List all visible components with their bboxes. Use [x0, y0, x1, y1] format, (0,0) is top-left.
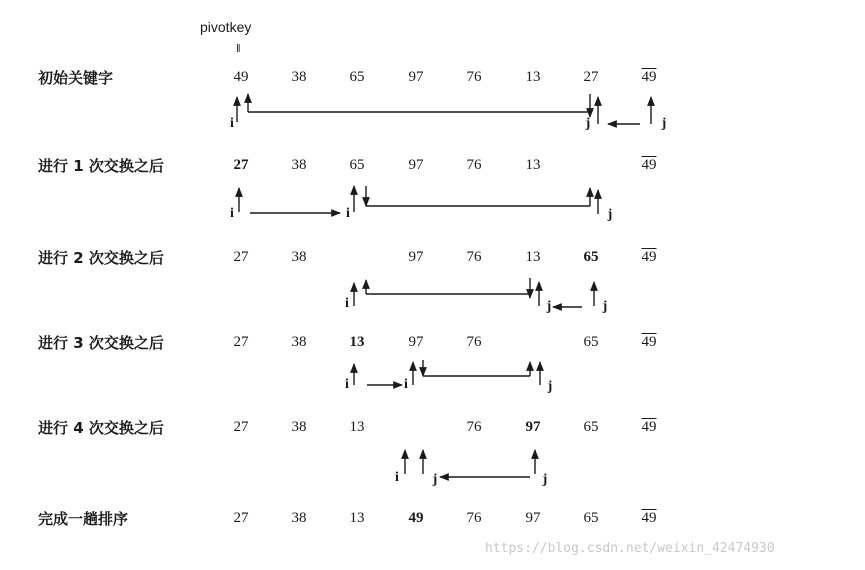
- key-value: 27: [583, 69, 599, 85]
- key-value: 97: [408, 69, 424, 85]
- key-value: 65: [583, 510, 599, 526]
- pointer-label-i: i: [230, 206, 234, 221]
- pointer-label-i: i: [346, 206, 350, 221]
- key-value: 49: [641, 510, 657, 526]
- key-value: 13: [525, 157, 541, 173]
- key-value: 97: [525, 419, 541, 435]
- pointer-label-i: i: [395, 470, 399, 485]
- key-value: 13: [525, 249, 541, 265]
- key-value: 65: [583, 419, 599, 435]
- key-value: 38: [291, 157, 307, 173]
- key-value: 38: [291, 249, 307, 265]
- key-value: 38: [291, 69, 307, 85]
- pointer-label-j: j: [661, 116, 667, 131]
- key-value: 97: [408, 249, 424, 265]
- key-value: 76: [466, 157, 482, 173]
- row-label: 进行 1 次交换之后: [38, 157, 164, 175]
- key-value: 49: [641, 249, 657, 265]
- pointer-label-j: j: [546, 299, 552, 314]
- pointer-label-j: j: [547, 379, 553, 394]
- pointer-label-j: j: [432, 472, 438, 487]
- key-value: 27: [233, 249, 249, 265]
- key-value: 27: [233, 510, 249, 526]
- key-value: 65: [583, 249, 599, 265]
- pointer-label-i: i: [230, 116, 234, 131]
- key-value: 76: [466, 419, 482, 435]
- pointer-label-i: i: [345, 296, 349, 311]
- pivotkey-label: pivotkey: [200, 19, 252, 35]
- row-label: 完成一趟排序: [38, 510, 129, 528]
- row-label: 进行 3 次交换之后: [38, 334, 164, 352]
- row-label: 进行 2 次交换之后: [38, 249, 164, 267]
- key-value: 65: [349, 157, 365, 173]
- key-value: 97: [525, 510, 541, 526]
- key-value: 27: [233, 419, 249, 435]
- pointer-label-j: j: [602, 299, 608, 314]
- key-value: 49: [641, 419, 657, 435]
- key-value: 38: [291, 334, 307, 350]
- key-value: 65: [349, 69, 365, 85]
- key-value: 76: [466, 510, 482, 526]
- key-value: 38: [291, 510, 307, 526]
- key-value: 49: [641, 334, 657, 350]
- key-value: 27: [233, 157, 249, 173]
- row-label: 初始关键字: [38, 69, 114, 87]
- row-label: 进行 4 次交换之后: [38, 419, 164, 437]
- key-value: 13: [525, 69, 541, 85]
- key-value: 49: [408, 510, 424, 526]
- pointer-label-j: j: [607, 207, 613, 222]
- pointer-label-j: j: [585, 116, 591, 131]
- key-value: 13: [349, 510, 365, 526]
- key-value: 27: [233, 334, 249, 350]
- key-value: 38: [291, 419, 307, 435]
- key-value: 13: [349, 334, 365, 350]
- key-value: 65: [583, 334, 599, 350]
- key-value: 97: [408, 157, 424, 173]
- watermark-text: https://blog.csdn.net/weixin_42474930: [485, 541, 775, 556]
- key-value: 76: [466, 69, 482, 85]
- pointer-label-i: i: [404, 377, 408, 392]
- key-value: 49: [641, 157, 657, 173]
- pointer-label-j: j: [542, 472, 548, 487]
- key-value: 97: [408, 334, 424, 350]
- pointer-label-i: i: [345, 377, 349, 392]
- key-value: 49: [233, 69, 249, 85]
- pivotkey-marker: ‖: [236, 43, 241, 55]
- key-value: 13: [349, 419, 365, 435]
- key-value: 76: [466, 249, 482, 265]
- key-value: 49: [641, 69, 657, 85]
- key-value: 76: [466, 334, 482, 350]
